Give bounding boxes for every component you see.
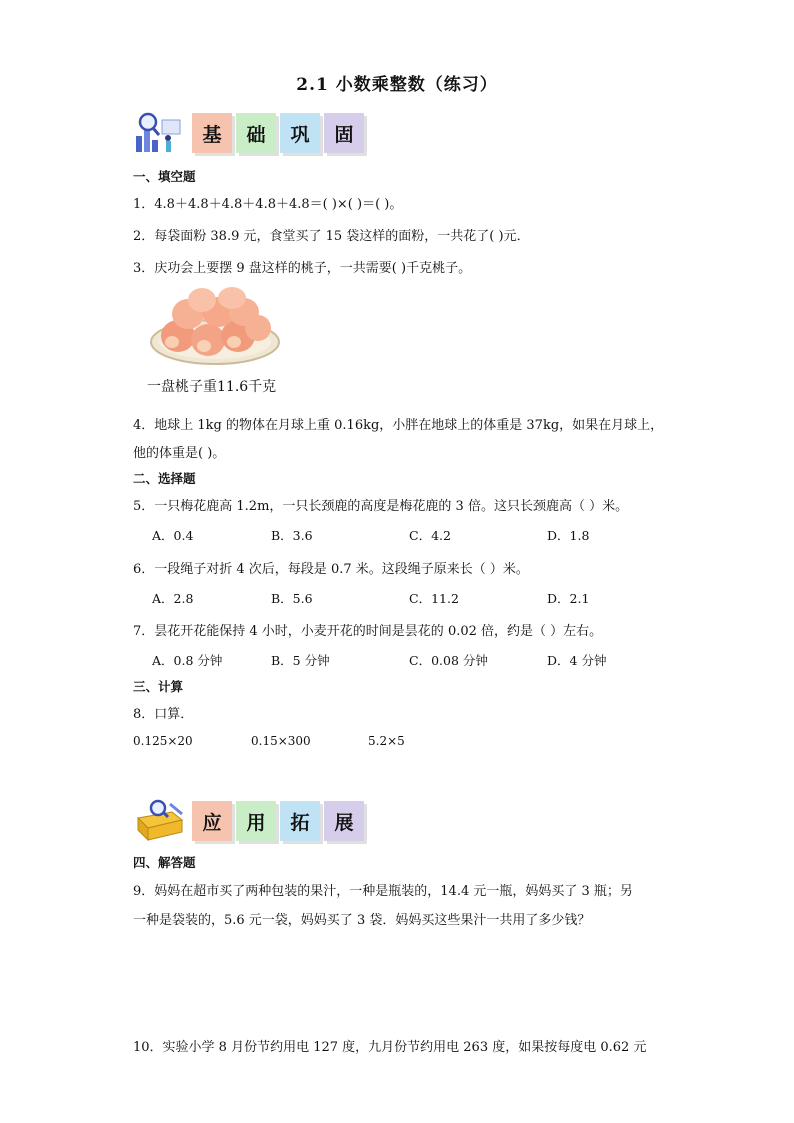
option-c[interactable]: C．0.08 分钟 — [409, 653, 488, 668]
banner2-tile-4: 展 — [324, 801, 364, 841]
option-c[interactable]: C．11.2 — [409, 591, 459, 606]
peach-plate-image — [148, 286, 282, 368]
question-9-line-2: 一种是袋装的，5.6 元一袋，妈妈买了 3 袋．妈妈买这些果汁一共用了多少钱？ — [133, 913, 591, 928]
option-b[interactable]: B．5 分钟 — [271, 653, 330, 668]
calc-item-1: 0.125×20 — [133, 734, 193, 748]
banner-basic-consolidation — [132, 110, 368, 156]
banner2-tile-1: 应 — [192, 801, 232, 841]
question-4-line-2: 他的体重是( )。 — [133, 446, 226, 461]
question-5: 5．一只梅花鹿高 1.2m，一只长颈鹿的高度是梅花鹿的 3 倍。这只长颈鹿高（ ）米。 — [133, 499, 629, 514]
option-a[interactable]: A．2.8 — [152, 591, 194, 606]
question-7: 7．昙花开花能保持 4 小时，小麦开花的时间是昙花的 0.02 倍，约是（ ）左右。 — [133, 624, 603, 639]
question-4-line-1: 4．地球上 1kg 的物体在月球上重 0.16kg，小胖在地球上的体重是 37kg，如果在月球上， — [133, 418, 664, 433]
section-multiple-choice: 二、选择题 — [133, 471, 196, 486]
question-1: 1．4.8＋4.8＋4.8＋4.8＋4.8＝( )×( )＝( )。 — [133, 197, 403, 212]
option-c[interactable]: C．4.2 — [409, 528, 451, 543]
banner1-tile-3: 巩 — [280, 113, 320, 153]
page-title: 2.1 小数乘整数（练习） — [296, 75, 498, 95]
banner2-tile-2: 用 — [236, 801, 276, 841]
section-calculation: 三、计算 — [133, 679, 184, 694]
toolbox-pencil-icon — [132, 798, 186, 844]
calc-item-3: 5.2×5 — [368, 734, 405, 748]
question-9-line-1: 9．妈妈在超市买了两种包装的果汁，一种是瓶装的，14.4 元一瓶，妈妈买了 3 瓶；另 — [133, 884, 633, 899]
question-10: 10．实验小学 8 月份节约用电 127 度，九月份节约用电 263 度，如果按每度电 0.62 元 — [133, 1040, 647, 1055]
banner2-tile-3: 拓 — [280, 801, 320, 841]
question-3: 3．庆功会上要摆 9 盘这样的桃子，一共需要( )千克桃子。 — [133, 261, 472, 276]
option-d[interactable]: D．2.1 — [547, 591, 590, 606]
section-fill-blank: 一、填空题 — [133, 169, 196, 184]
banner1-tile-2: 础 — [236, 113, 276, 153]
option-b[interactable]: B．5.6 — [271, 591, 313, 606]
calc-item-2: 0.15×300 — [251, 734, 311, 748]
section-word-problems: 四、解答题 — [133, 855, 196, 870]
banner1-tile-4: 固 — [324, 113, 364, 153]
option-a[interactable]: A．0.4 — [152, 528, 194, 543]
banner-application-extension — [132, 798, 368, 844]
option-d[interactable]: D．4 分钟 — [547, 653, 607, 668]
option-b[interactable]: B．3.6 — [271, 528, 313, 543]
magnifier-chart-icon — [132, 110, 186, 156]
peach-caption: 一盘桃子重11.6千克 — [147, 379, 277, 395]
option-d[interactable]: D．1.8 — [547, 528, 590, 543]
question-2: 2．每袋面粉 38.9 元，食堂买了 15 袋这样的面粉，一共花了( )元． — [133, 229, 530, 244]
banner1-tile-1: 基 — [192, 113, 232, 153]
question-8: 8．口算． — [133, 707, 194, 722]
option-a[interactable]: A．0.8 分钟 — [152, 653, 223, 668]
question-6: 6．一段绳子对折 4 次后，每段是 0.7 米。这段绳子原来长（ ）米。 — [133, 562, 529, 577]
